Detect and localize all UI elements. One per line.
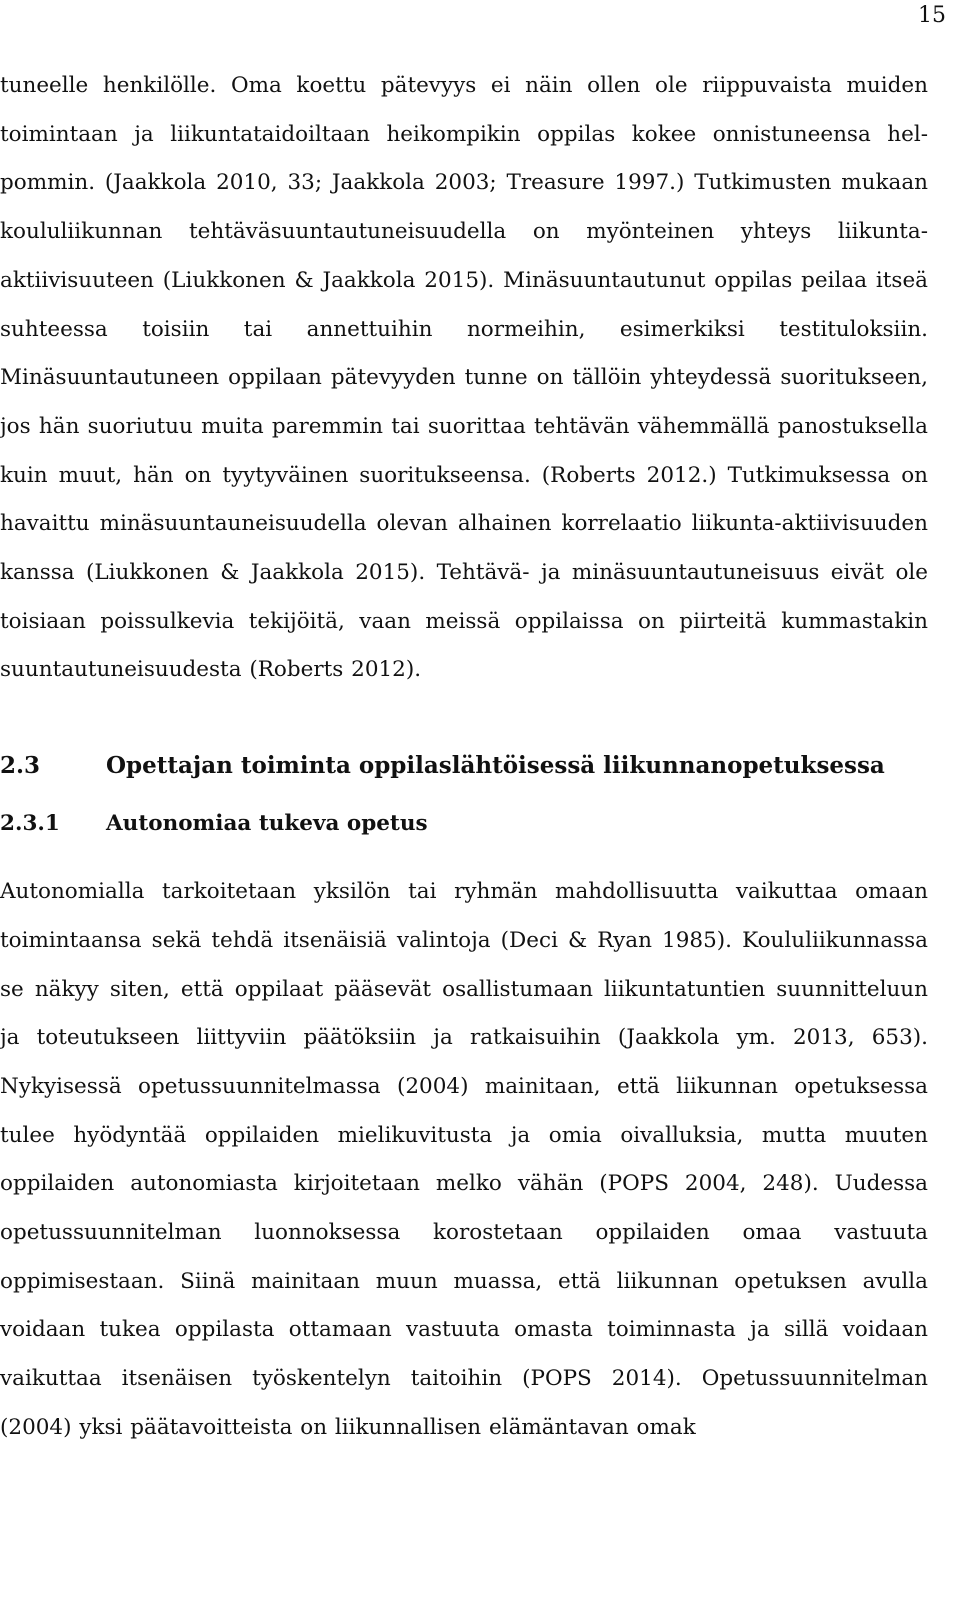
subsection-title: Autonomiaa tukeva opetus (106, 811, 428, 837)
subsection-number: 2.3.1 (0, 811, 60, 837)
section-heading (0, 741, 928, 790)
body-paragraph: tuneelle henkilölle. Oma koettu pätevyys ei näin ollen ole riippuvaista muiden toimintaan ja liikuntataidoiltaan heikompikin oppilas kokee onnistuneensa helpommin. (Jaakkola 2010, 33; Jaakkola 2003; Treasure 1997.) Tutkimusten mukaan koululiikunnan tehtäväsuuntautuneisuudella on myönteinen yhteys liikunta-aktiivisuuteen (Liukkonen & Jaakkola 2015). Minäsuuntautunut oppilas peilaa itseä suhteessa toisiin tai annettuihin normeihin, esimerkiksi testituloksiin. Minäsuuntautuneen oppilaan pätevyyden tunne on tällöin yhteydessä suoritukseen, jos hän suoriutuu muita paremmin tai suorittaa tehtävän vähemmällä panostuksella kuin muut, hän on tyytyväinen suoritukseensa. (Roberts 2012.) Tutkimuksessa on havaittu minäsuuntauneisuudella olevan alhainen korrelaatio liikunta-aktiivisuuden kanssa (Liukkonen & Jaakkola 2015). Tehtävä- ja minäsuuntautuneisuus eivät ole toisiaan poissulkevia tekijöitä, vaan meissä oppilaissa on piirteitä kummastakin suuntautuneisuudesta (Roberts 2012). (0, 73, 928, 683)
page-number: 15 (918, 3, 946, 28)
section-number: 2.3 (0, 752, 41, 780)
document-body (0, 62, 928, 1453)
body-paragraph: Autonomialla tarkoitetaan yksilön tai ryhmän mahdollisuutta vaikuttaa omaan toimintaansa sekä tehdä itsenäisiä valintoja (Deci & Ryan 1985). Koululiikunnassa se näkyy siten, että oppilaat pääsevät osallistumaan liikuntatuntien suunnitteluun ja toteutukseen liittyviin päätöksiin ja ratkaisuihin (Jaakkola ym. 2013, 653). Nykyisessä opetussuunnitelmassa (2004) mainitaan, että liikunnan opetuksessa tulee hyödyntää oppilaiden mielikuvitusta ja omia oivalluksia, mutta muuten oppilaiden autonomiasta kirjoitetaan melko vähän (POPS 2004, 248). Uudessa opetussuunnitelman luonnoksessa korostetaan oppilaiden omaa vastuuta oppimisestaan. Siinä mainitaan muun muassa, että liikunnan opetuksen avulla voidaan tukea oppilasta ottamaan vastuuta omasta toiminnasta ja sillä voidaan vaikuttaa itsenäisen työskentelyn taitoihin (POPS 2014). Opetussuunnitelman (2004) yksi päätavoitteista on liikunnallisen elämäntavan omak (0, 879, 928, 1440)
subsection-heading (0, 802, 928, 846)
section-title: Opettajan toiminta oppilaslähtöisessä liikunnanopetuksessa (106, 752, 885, 780)
